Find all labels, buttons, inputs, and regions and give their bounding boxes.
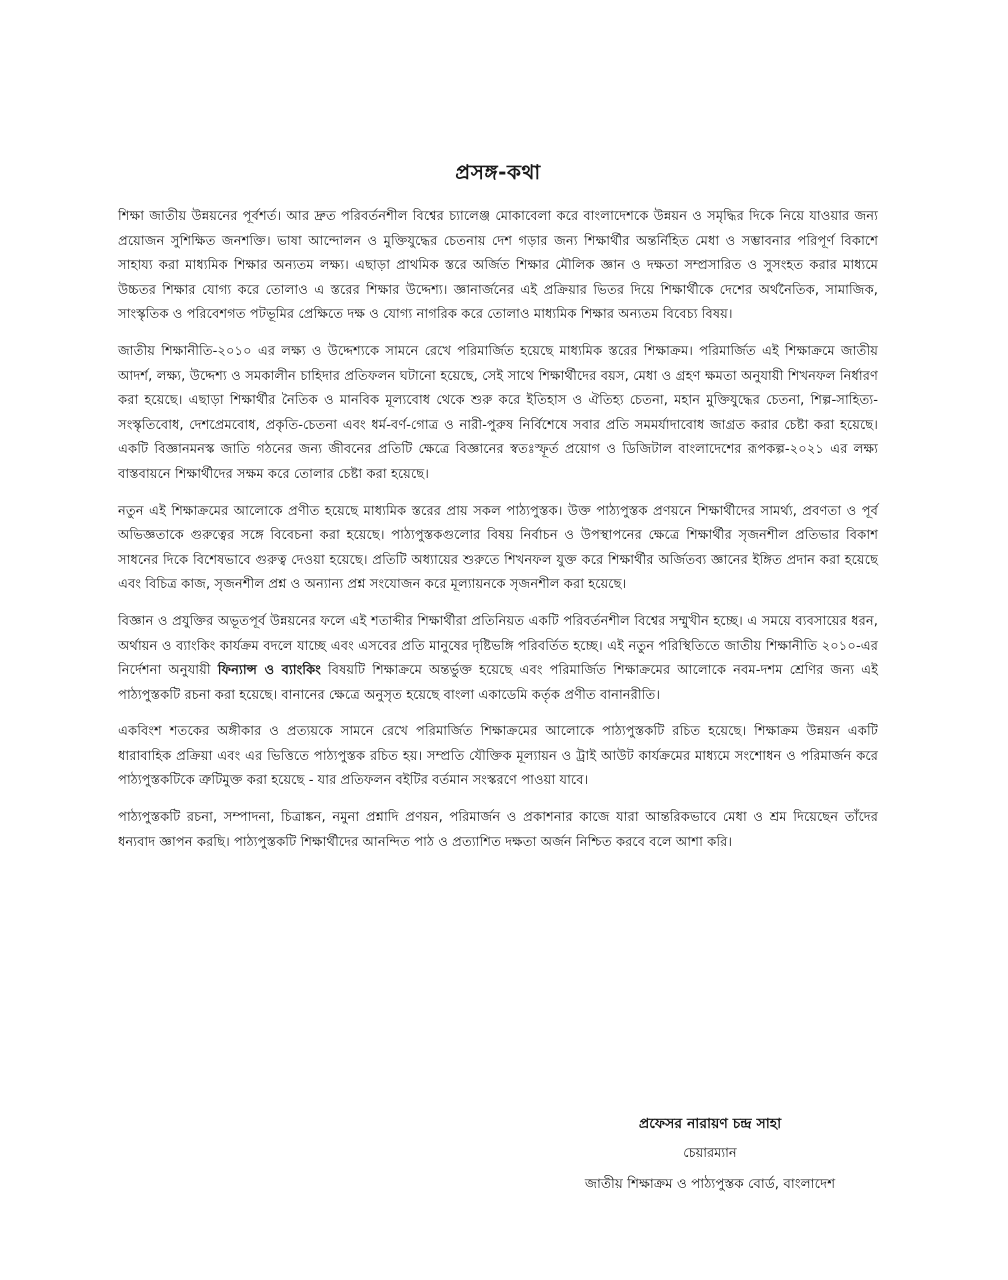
signatory-organization: জাতীয় শিক্ষাক্রম ও পাঠ্যপুস্তক বোর্ড, বাংলাদেশ xyxy=(584,1176,836,1192)
paragraph-5: একবিংশ শতকের অঙ্গীকার ও প্রত্যয়কে সামনে রেখে পরিমার্জিত শিক্ষাক্রমের আলোকে পাঠ্যপুস্তকটি রচিত হয়েছে। শিক্ষাক্রম উন্নয়ন একটি ধারাবাহিক প্রক্রিয়া এবং এর ভিত্তিতে পাঠ্যপুস্তক রচিত হয়। সম্প্রতি যৌক্তিক মূল্যায়ন ও ট্রাই আউট কার্যক্রমের মাধ্যমে সংশোধন ও পরিমার্জন করে পাঠ্যপুস্তকটিকে ত্রুটিমুক্ত করা হয়েছে - যার প্রতিফলন বইটির বর্তমান সংস্করণে পাওয়া যাবে। xyxy=(118,724,878,789)
paragraph-2: জাতীয় শিক্ষানীতি-২০১০ এর লক্ষ্য ও উদ্দেশ্যকে সামনে রেখে পরিমার্জিত হয়েছে মাধ্যমিক স্তরের শিক্ষাক্রম। পরিমার্জিত এই শিক্ষাক্রমে জাতীয় আদর্শ, লক্ষ্য, উদ্দেশ্য ও সমকালীন চাহিদার প্রতিফলন ঘটানো হয়েছে, সেই সাথে শিক্ষার্থীদের বয়স, মেধা ও গ্রহণ ক্ষমতা অনুযায়ী শিখনফল নির্ধারণ করা হয়েছে। এছাড়া শিক্ষার্থীর নৈতিক ও মানবিক মূল্যবোধ থেকে শুরু করে ইতিহাস ও ঐতিহ্য চেতনা, মহান মুক্তিযুদ্ধের চেতনা, শিল্প-সাহিত্য-সংস্কৃতিবোধ, দেশপ্রেমবোধ, প্রকৃতি-চেতনা এবং ধর্ম-বর্ণ-গোত্র ও নারী-পুরুষ নির্বিশেষে সবার প্রতি সমমর্যাদাবোধ জাগ্রত করার চেষ্টা করা হয়েছে। একটি বিজ্ঞানমনস্ক জাতি গঠনের জন্য জীবনের প্রতিটি ক্ষেত্রে বিজ্ঞানের স্বতঃস্ফূর্ত প্রয়োগ ও ডিজিটাল বাংলাদেশের রূপকল্প-২০২১ এর লক্ষ্য বাস্তবায়নে শিক্ষার্থীদের সক্ষম করে তোলার চেষ্টা করা হয়েছে। xyxy=(118,343,878,482)
signatory-name: প্রফেসর নারায়ণ চন্দ্র সাহা xyxy=(638,1116,782,1132)
paragraph-6: পাঠ্যপুস্তকটি রচনা, সম্পাদনা, চিত্রাঙ্কন, নমুনা প্রশ্নাদি প্রণয়ন, পরিমার্জন ও প্রকাশনার কাজে যারা আন্তরিকভাবে মেধা ও শ্রম দিয়েছেন তাঁদের ধন্যবাদ জ্ঞাপন করছি। পাঠ্যপুস্তকটি শিক্ষার্থীদের আনন্দিত পাঠ ও প্রত্যাশিত দক্ষতা অর্জন নিশ্চিত করবে বলে আশা করি। xyxy=(118,810,878,850)
paragraph-4-tail: বিষয়টি শিক্ষাক্রমে অন্তর্ভুক্ত হয়েছে এবং পরিমার্জিত শিক্ষাক্রমের আলোকে নবম-দশম শ্রেণির জন্য এই পাঠ্যপুস্তকটি রচনা করা হয়েছে। বানানের ক্ষেত্রে অনুসৃত হয়েছে বাংলা একাডেমি কর্তৃক প্রণীত বানানরীতি। xyxy=(118,663,878,703)
paragraph-4 xyxy=(118,610,878,708)
paragraph-4-text: বিজ্ঞান ও প্রযুক্তির অভূতপূর্ব উন্নয়নের ফলে এই শতাব্দীর শিক্ষার্থীরা প্রতিনিয়ত একটি পরিবর্তনশীল বিশ্বের সম্মুখীন হচ্ছে। এ সময়ে ব্যবসায়ের ধরন, অর্থায়ন ও ব্যাংকিং কার্যক্রম বদলে যাচ্ছে এবং এসবের প্রতি মানুষের দৃষ্টিভঙ্গি পরিবর্তিত হচ্ছে। এই নতুন পরিস্থিতিতে জাতীয় শিক্ষানীতি ২০১০-এর নির্দেশনা অনুযায়ী xyxy=(118,613,878,679)
signatory-title: চেয়ারম্যান xyxy=(683,1146,737,1161)
preface-page xyxy=(118,158,878,867)
paragraph-3: নতুন এই শিক্ষাক্রমের আলোকে প্রণীত হয়েছে মাধ্যমিক স্তরের প্রায় সকল পাঠ্যপুস্তক। উক্ত পাঠ্যপুস্তক প্রণয়নে শিক্ষার্থীদের সামর্থ্য, প্রবণতা ও পূর্ব অভিজ্ঞতাকে গুরুত্বের সঙ্গে বিবেচনা করা হয়েছে। পাঠ্যপুস্তকগুলোর বিষয় নির্বাচন ও উপস্থাপনের ক্ষেত্রে শিক্ষার্থীর সৃজনশীল প্রতিভার বিকাশ সাধনের দিকে বিশেষভাবে গুরুত্ব দেওয়া হয়েছে। প্রতিটি অধ্যায়ের শুরুতে শিখনফল যুক্ত করে শিক্ষার্থীর অর্জিতব্য জ্ঞানের ইঙ্গিত প্রদান করা হয়েছে এবং বিচিত্র কাজ, সৃজনশীল প্রশ্ন ও অন্যান্য প্রশ্ন সংযোজন করে মূল্যায়নকে সৃজনশীল করা হয়েছে। xyxy=(118,503,878,593)
page-title: প্রসঙ্গ-কথা xyxy=(455,160,541,184)
signature-block xyxy=(540,1112,880,1196)
subject-name: ফিন্যান্স ও ব্যাংকিং xyxy=(217,663,321,679)
paragraph-1: শিক্ষা জাতীয় উন্নয়নের পূর্বশর্ত। আর দ্রুত পরিবর্তনশীল বিশ্বের চ্যালেঞ্জ মোকাবেলা করে বাংলাদেশকে উন্নয়ন ও সমৃদ্ধির দিকে নিয়ে যাওয়ার জন্য প্রয়োজন সুশিক্ষিত জনশক্তি। ভাষা আন্দোলন ও মুক্তিযুদ্ধের চেতনায় দেশ গড়ার জন্য শিক্ষার্থীর অন্তর্নিহিত মেধা ও সম্ভাবনার পরিপূর্ণ বিকাশে সাহায্য করা মাধ্যমিক শিক্ষার অন্যতম লক্ষ্য। এছাড়া প্রাথমিক স্তরে অর্জিত শিক্ষার মৌলিক জ্ঞান ও দক্ষতা সম্প্রসারিত ও সুসংহত করার মাধ্যমে উচ্চতর শিক্ষার যোগ্য করে তোলাও এ স্তরের শিক্ষার উদ্দেশ্য। জ্ঞানার্জনের এই প্রক্রিয়ার ভিতর দিয়ে শিক্ষার্থীকে দেশের অর্থনৈতিক, সামাজিক, সাংস্কৃতিক ও পরিবেশগত পটভূমির প্রেক্ষিতে দক্ষ ও যোগ্য নাগরিক করে তোলাও মাধ্যমিক শিক্ষার অন্যতম বিবেচ্য বিষয়। xyxy=(118,209,878,323)
